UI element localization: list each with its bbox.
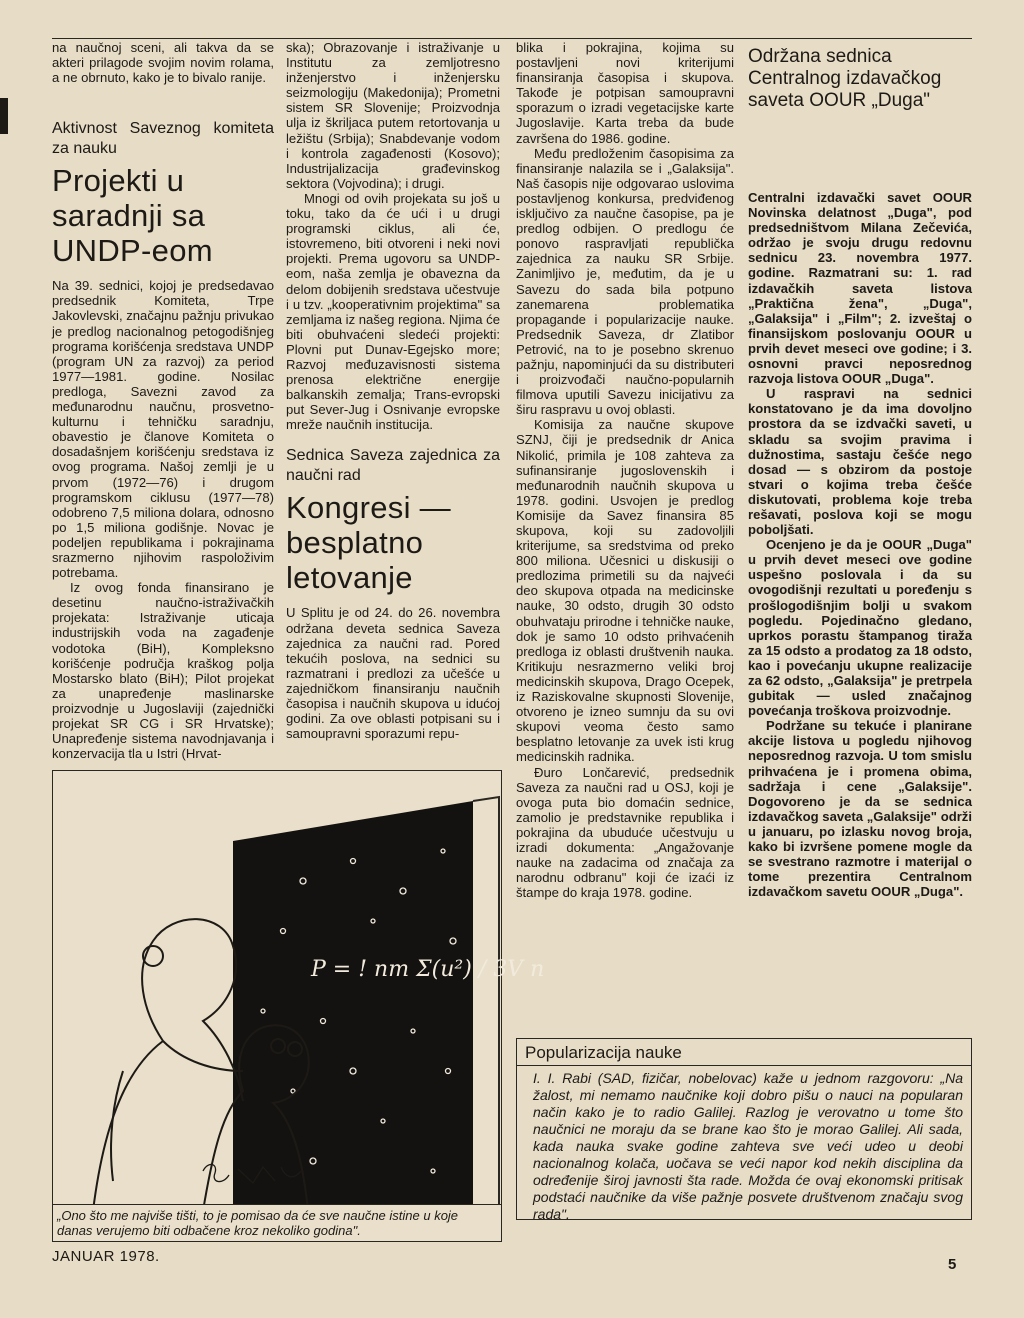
article1-paragraph: Na 39. sednici, kojoj je predsedavao predsednik Komiteta, Trpe Jakovlevski, značajnu pažnju privukao je predlog nacionalnog petogodišnjeg programa korišćenja sredstava UNDP (program UN za razvoj) za period 1977—1981. godine. Nosilac predloga, Savezni zavod za međunarodnu naučnu, prosvetno-kulturnu i tehničku saradnju, obavestio je članove Komiteta o dosadašnjem korišćenju sredstava iz ovog programa. Našoj zemlji je u prvom (1972—76) i drugom programskom ciklusu (1977—78) odobreno 7,5 miliona dolara, odnosno po 1,5 miliona godišnje. Novac je podeljen republikama i pokrajinama srazmerno njihovim raspoloživim potrebama. [52,278,274,581]
column-3 [516,40,734,900]
box-text: I. I. Rabi (SAD, fizičar, nobelovac) kaže u jednom razgovoru: „Na žalost, mi nemamo naučnike koji dobro pišu o nauci na popularan način kako je to radio Galilej. Razlog je verovatno u tome što naučnici ne moraju da se brane kao što je morao Galilej. Ali sada, kada nauka svake godine zahteva sve veći udeo u deobi nacionalnog kolača, uočava se veći napor kod nekih disciplina da određenije široj javnosti šta rade. Možda će ovaj ekonomski pritisak podstaći naučnike da više pažnje posvete društvenom značaju svog rada". [533,1070,963,1222]
intro-paragraph: na naučnoj sceni, ali takva da se akteri prilagode svojim novim rolama, a ne obrnuto, kako je to bivalo ranije. [52,40,274,86]
blackboard [233,801,473,1211]
article2-paragraph: blika i pokrajina, kojima su postavljeni novi kriterijumi finansiranja časopisa i skupova. Takođe je potpisan samoupravni sporazum o izradi vegetacijske karte Jugoslavije. Karta treba da bude završena do 1986. godine. [516,40,734,146]
article2-paragraph: Komisija za naučne skupove SZNJ, čiji je predsednik dr Anica Nikolić, primila je 108 zahteva za sufinansiranje jugoslovenskih i međunarodnih naučnih skupova u 1978. godini. Usvojen je predlog Komisije da Savez finansira 85 skupova, koji su zadovoljili kriterijume, sa sredstvima od preko 800 miliona. Učesnici u diskusiji o predlozima primetili su da najveći deo skupova otpada na medicinske nauke, 30 odsto, drugih 30 odsto obuhvataju prirodne i tehničke nauke, dok je samo 10 odsto prihvaćenih predloga iz oblasti društvenih nauka. Kritikuju nesrazmerno veliki broj medicinskih skupova, Drago Ocepek, iz Raziskovalne skupnosti Slovenije, otvoreno je izneo sumnju da su ovi skupovi veoma često samo besplatno letovanje za uvek isti krug medicinskih radnika. [516,417,734,765]
article3-paragraph: Ocenjeno je da je OOUR „Duga" u prvih devet meseci ove godine uspešno poslovala i da su ovogodišnji rezultati u poređenju s prošlogodišnjim bolji u svakom pogledu. Pojedinačno gledano, uprkos porastu štampanog tiraža za 15 odsto a prodatog za 18 odsto, kao i povećanju ukupne realizacije za 62 odsto, „Galaksija" je pretrpela gubitak — usled značajnog povećanja troškova proizvodnje. [748,537,972,719]
cartoon-drawing [53,771,545,1211]
top-rule [52,38,972,39]
cartoon-illustration [52,770,545,1242]
box-title: Popularizacija nauke [517,1039,971,1066]
issue-date: JANUAR 1978. [52,1248,160,1265]
edge-mark [0,98,8,134]
article1-paragraph: Mnogi od ovih projekata su još u toku, tako da će ući i u drugi programski ciklus, ali će, istovremeno, biti otvoreni i neki novi projekti. Prema ugovoru sa UNDP-eom, naša zemlja je obavezna da delom dobijenih sredstava učestvuje i u tzv. „kooperativnim projektima" sa zemljama iz našeg regiona. Njima će biti obuhvaćeni sledeći projekti: Plovni put Dunav-Egejsko more; Razvoj međuzavisnosti sistema prenosa električne energije balkanskih zemalja; Trans-evropski put Sever-Jug i Osnivanje evropske mreže naučnih institucija. [286,190,500,433]
article3-headline: Održana sednica Centralnog izdavačkog saveta OOUR „Duga" [748,46,942,111]
page-number: 5 [948,1256,957,1273]
article3-paragraph: Podržane su tekuće i planirane akcije listova u pogledu njihovog neposrednog razvoja. U tom smislu prihvaćena je i promena obima, sadržaja i cene „Galaksije". Dogovoreno je da se sednica izdavačkog saveta „Galaksije" održi u januaru, po izlasku novog broja, kako bi izvršene pomene mogle da se svestrano razmotre i materijal o tome prezentira Centralnom izdavačkom savetu OOUR „Duga". [748,718,972,900]
article1-paragraph: Iz ovog fonda finansirano je desetinu naučno-istraživačkih projekata: Istraživanje uticaja industrijskih voda na zagađenje vodotoka (BiH), Kompleksno korišćenje područja kraškog polja Mostarsko blato (BiH); Pilot projekat za unapređenje maslinarske proizvodnje u Jugoslaviji (zajednički projekat SR CG i SR Hrvatske); Unapređenje sistema navodnjavanja i konzervacija tla u Istri (Hrvat- [52,580,274,762]
article2-paragraph: Đuro Lončarević, predsednik Saveza za naučni rad u OSJ, koji je ovoga puta bio domaćin sednice, zamolio je predstavnike republika i pokrajina da ubuduće učestvuju u izradi dokumenta: „Angažovanje nauke na zadacima od značaja za narodnu odbranu" koji će izaći iz štampe do kraja 1978. godine. [516,764,734,901]
article2-paragraph: U Splitu je od 24. do 26. novembra održana deveta sednica Saveza zajednica za naučni rad. Pored tekućih poslova, na sednici su razmatrani i predlozi za učešće u zajedničkom finansiranju naučnih časopisa i naučnih skupova u idućoj godini. Za ove oblasti potpisani su i samoupravni sporazumi repu- [286,605,500,742]
column-1 [52,40,274,761]
article1-headline: Projekti u saradnji sa UNDP-eom [52,163,213,269]
cartoon-caption: „Ono što me najviše tišti, to je pomisao da će sve naučne istine u koje danas verujemo biti odbačene kroz nekoliko godina". [53,1204,501,1241]
article2-headline: Kongresi — besplatno letovanje [286,490,451,596]
sidebar-box [516,1038,972,1220]
column-2 [286,40,500,741]
formula-text: P = ! nm Σ(u²) / 3V n [311,957,545,982]
article3-paragraph: U raspravi na sednici konstatovano je da ima dovoljno prostora da se izdvački saveti, u skladu sa svojim pravima i dužnostima, sastaju češće nego dosad — s obzirom da postoje stvari o kojima treba češće diskutovati, problema koje treba rešavati, poslova koji se mogu poboljšati. [748,386,972,538]
article2-kicker: Sednica Saveza zajednica za naučni rad [286,447,500,485]
article1-paragraph: ska); Obrazovanje i istraživanje u Institutu za zemljotresno inženjerstvo i inženjersku seizmologiju (Makedonija); Prometni sistem SR Slovenije; Proizvodnja ulja iz škriljaca putem retortovanja u ležištu (Srbija); Snabdevanje vodom i kontrola zagađenosti (Kosovo); Industrijalizacija građevinskog sektora (Vojvodina); i drugi. [286,40,500,191]
column-4 [748,40,972,899]
article3-paragraph: Centralni izdavački savet OOUR Novinska delatnost „Duga", pod predsedništvom Milana Zečevića, održao je svoju drugu redovnu sednicu 23. novembra 1977. godine. Razmatrani su: 1. rad izdavačkih saveta listova „Praktična žena", „Duga", „Galaksija" i „Film"; 2. izveštaj o finansijskom poslovanju OOUR u prvih devet meseci ove godine; i 3. osnovni pravci neposrednog razvoja listova OOUR „Duga". [748,190,972,387]
article2-paragraph: Među predloženim časopisima za finansiranje nalazila se i „Galaksija". Naš časopis nije odgovarao uslovima postavljenog konkursa, predviđenog isključivo za naučne časopise, pa je predlog odbijen. O predlogu će ponovo raspravljati republička zajednica za nauku SR Srbije. Zanimljivo je, međutim, da je u Savezu do sada bila potpuno zanemarena problematika propagande i popularizacije nauke. Predsednik Saveza, dr Zlatibor Petrović, na to je posebno skrenuo pažnju, napominjući da su distributeri i proizvođači naučno-popularnih filmova uputili Savezu inicijativu za širu raspravu u ovoj oblasti. [516,145,734,418]
article1-kicker: Aktivnost Saveznog komiteta za nauku [52,120,274,158]
